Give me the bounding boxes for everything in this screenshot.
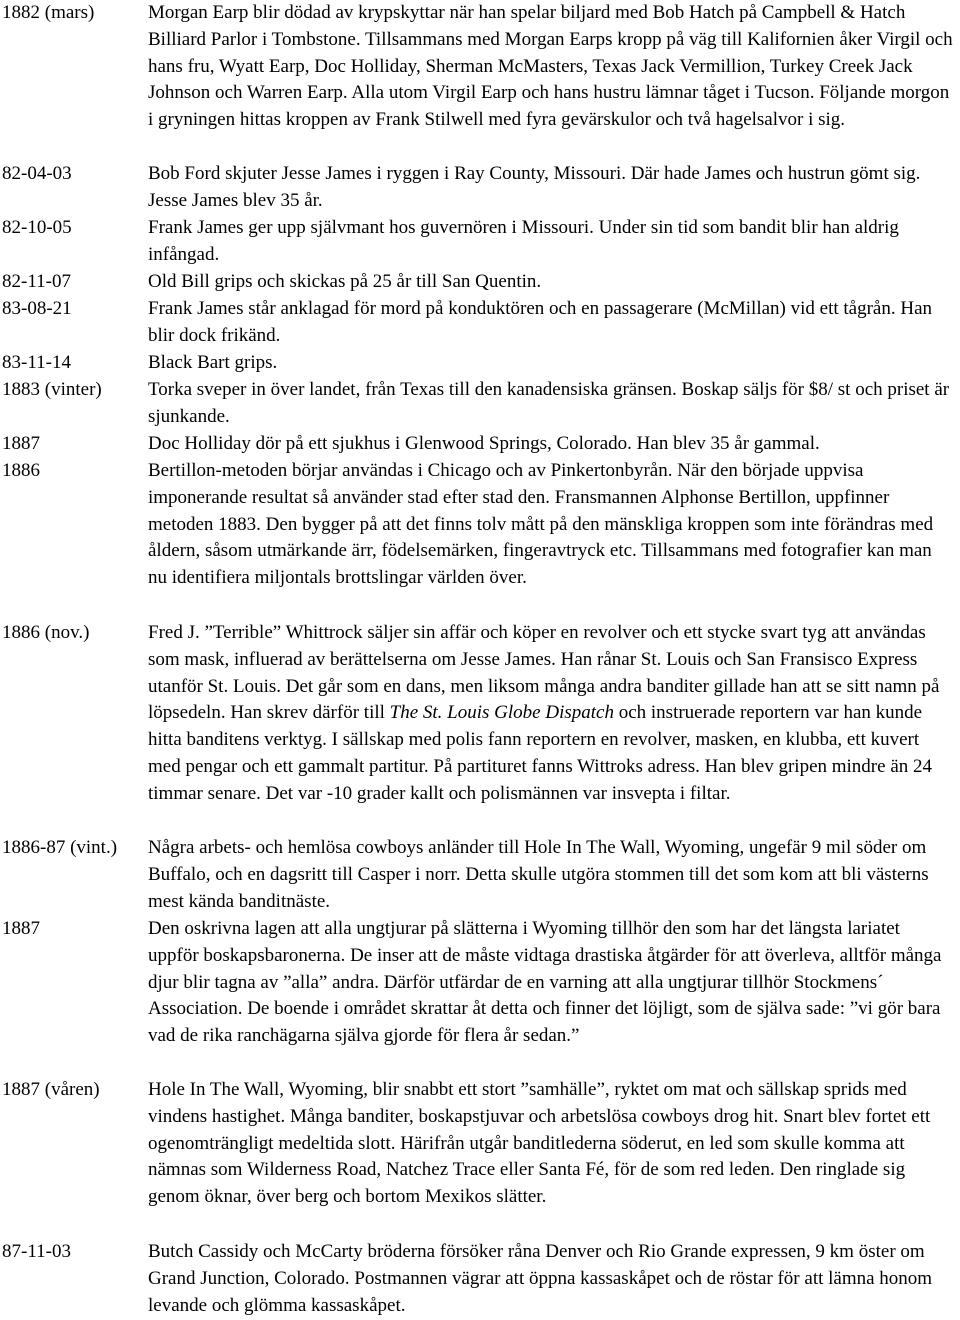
entry-date: 1886 — [2, 460, 40, 481]
entry-paragraph: Old Bill grips och skickas på 25 år till San Quentin. — [148, 271, 542, 292]
entry-text — [148, 377, 958, 431]
entry-paragraph — [148, 620, 954, 808]
newspaper-title: The St. Louis Globe Dispatch — [389, 702, 614, 724]
entry-date: 83-11-14 — [2, 352, 71, 373]
timeline-entry — [0, 1077, 960, 1239]
timeline-entry — [0, 620, 960, 835]
entry-date: 82-10-05 — [2, 217, 72, 238]
entry-text — [148, 458, 958, 592]
entry-text — [148, 431, 958, 458]
entry-text — [148, 269, 958, 296]
entry-paragraph: Bertillon-metoden börjar användas i Chicago och av Pinkertonbyrån. När den började uppvisa imponerande resultat så använder stad efter stad den. Fransmannen Alphonse Bertillon, uppfinner metoden 1883. Den bygger på att det finns tolv mått på den mänskliga kroppen som inte förändras med åldern, såsom utmärkande ärr, födelsemärken, fingeravtryck etc. Tillsammans med fotografier kan man nu identifiera miljontals brottslingar världen över. — [148, 460, 934, 589]
entry-text — [148, 0, 958, 134]
entry-paragraph: Frank James ger upp självmant hos guvernören i Missouri. Under sin tid som bandit blir han aldrig infångad. — [148, 217, 899, 265]
timeline-entry — [0, 377, 960, 431]
timeline-entry — [0, 161, 960, 215]
entry-paragraph: Morgan Earp blir dödad av krypskyttar när han spelar biljard med Bob Hatch på Campbell & Hatch Billiard Parlor i Tombstone. Tillsammans med Morgan Earps kropp på väg till Kalifornien åker Virgil och hans fru, Wyatt Earp, Doc Holliday, Sherman McMasters, Texas Jack Vermillion, Turkey Creek Jack Johnson och Warren Earp. Alla utom Virgil Earp och hans hustru lämnar tåget i Tucson. Följande morgon i gryningen hittas kroppen av Frank Stilwell med fyra gevärskulor och två hagelsalvor i sig. — [148, 2, 953, 131]
timeline-entry — [0, 296, 960, 350]
timeline-entry — [0, 431, 960, 458]
entry-text — [148, 350, 958, 377]
entry-text — [148, 161, 958, 215]
entry-date: 1887 — [2, 433, 40, 454]
entry-text-part: och instruerade reportern var han kunde hitta banditens verktyg. I sällskap med polis fann reportern en revolver, masken, en klubba, ett kuvert med pengar och ett gammalt partitur. På partituret fanns Wittroks adress. Han blev gripen mindre än 24 timmar senare. Det var -10 grader kallt och polismännen var insvepta i filtar. — [148, 702, 933, 804]
entry-text — [148, 1239, 958, 1319]
entry-paragraph: Torka sveper in över landet, från Texas till den kanadensiska gränsen. Boskap säljs för $8/ st och priset är sjunkande. — [148, 379, 950, 427]
entry-date: 1887 (våren) — [2, 1079, 100, 1100]
entry-text — [148, 916, 958, 1050]
timeline-entry — [0, 215, 960, 269]
entry-paragraph: Black Bart grips. — [148, 352, 278, 373]
entry-date: 1883 (vinter) — [2, 379, 102, 400]
entry-paragraph: Bob Ford skjuter Jesse James i ryggen i Ray County, Missouri. Där hade James och hustrun gömt sig. Jesse James blev 35 år. — [148, 163, 921, 211]
timeline-entry — [0, 835, 960, 916]
timeline-entry — [0, 350, 960, 377]
entry-paragraph: Butch Cassidy och McCarty bröderna försöker råna Denver och Rio Grande expressen, 9 km öster om Grand Junction, Colorado. Postmannen vägrar att öppna kassaskåpet och de röstar för att lämna honom levande och glömma kassaskåpet. — [148, 1241, 933, 1316]
entry-date: 87-11-03 — [2, 1241, 71, 1262]
timeline-entry — [0, 458, 960, 620]
entry-paragraph: Några arbets- och hemlösa cowboys anländer till Hole In The Wall, Wyoming, ungefär 9 mil söder om Buffalo, och en dagsritt till Casper i norr. Detta skulle utgöra stommen till det som kom att bli västerns mest kända banditnäste. — [148, 837, 929, 912]
timeline-entry — [0, 269, 960, 296]
entry-date: 1886-87 (vint.) — [2, 837, 118, 858]
entry-paragraph: Doc Holliday dör på ett sjukhus i Glenwood Springs, Colorado. Han blev 35 år gammal. — [148, 433, 820, 454]
entry-date: 83-08-21 — [2, 298, 72, 319]
entry-text — [148, 1077, 958, 1211]
entry-date: 1882 (mars) — [2, 2, 95, 23]
entry-date: 1886 (nov.) — [2, 622, 90, 643]
entry-date: 82-11-07 — [2, 271, 71, 292]
entry-text — [148, 835, 958, 915]
entry-text — [148, 620, 958, 808]
timeline-entry — [0, 0, 960, 161]
entry-text — [148, 215, 958, 269]
entry-date: 82-04-03 — [2, 163, 72, 184]
entry-text-part: Fred J. ”Terrible” Whittrock säljer sin affär och köper en revolver och ett stycke svart tyg att användas som mask, influerad av berättelserna om Jesse James. Han rånar St. Louis och San Fransisco Express utanför St. Louis. Det går som en dans, men liksom många andra banditer gillade han att se sitt namn på löpsedeln. Han skrev därför till — [148, 622, 940, 724]
entry-text — [148, 296, 958, 350]
entry-paragraph: Hole In The Wall, Wyoming, blir snabbt ett stort ”samhälle”, ryktet om mat och sällskap sprids med vindens hastighet. Många banditer, boskapstjuvar och arbetslösa cowboys drog hit. Snart blev fortet ett ogenomträngligt medeltida slott. Härifrån utgår banditlederna söderut, en led som skulle komma att nämnas som Wilderness Road, Natchez Trace eller Santa Fé, för de som red leden. Den ringlade sig genom öknar, över berg och bortom Mexikos slätter. — [148, 1079, 931, 1208]
entry-paragraph: Frank James står anklagad för mord på konduktören och en passagerare (McMillan) vid ett tågrån. Han blir dock frikänd. — [148, 298, 933, 346]
entry-paragraph: Den oskrivna lagen att alla ungtjurar på slätterna i Wyoming tillhör den som har det längsta lariatet uppför boskapsbaronerna. De inser att de måste vidtaga drastiska åtgärder för att överleva, alltför många djur blir tagna av ”alla” andra. Därför utfärdar de en varning att alla ungtjurar tillhör Stockmens´ Association. De boende i området skrattar åt detta och finner det löjligt, som de själva sade: ”vi gör bara vad de rika ranchägarna själva gjorde för flera år sedan.” — [148, 918, 942, 1047]
timeline-entry — [0, 916, 960, 1077]
entry-date: 1887 — [2, 918, 40, 939]
timeline-entry — [0, 1239, 960, 1320]
